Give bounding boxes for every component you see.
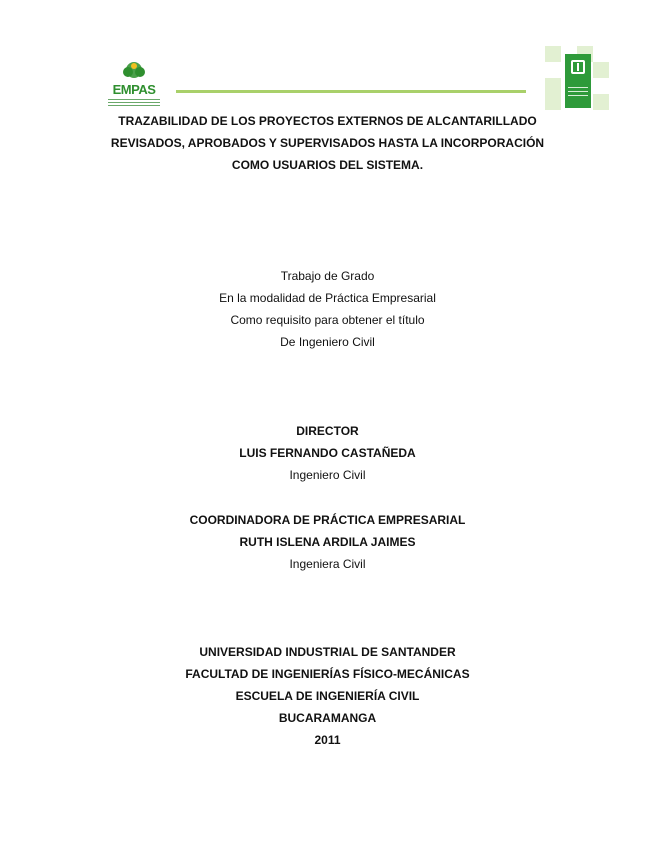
institution-line: 2011 xyxy=(314,733,341,747)
degree-line: Como requisito para obtener el título xyxy=(230,313,425,327)
director-title: Ingeniero Civil xyxy=(289,468,366,482)
institution-line: BUCARAMANGA xyxy=(278,711,377,725)
degree-statement xyxy=(0,265,655,353)
document-title xyxy=(0,110,655,176)
empas-logo-text: EMPAS xyxy=(112,82,156,97)
empas-logo xyxy=(104,58,164,112)
coordinator-name: RUTH ISLENA ARDILA JAIMES xyxy=(239,535,416,549)
degree-line: En la modalidad de Práctica Empresarial xyxy=(219,291,436,305)
degree-line: Trabajo de Grado xyxy=(280,269,375,283)
empas-logo-subtitle xyxy=(108,97,160,111)
university-logo-emblem xyxy=(565,54,591,108)
director-section xyxy=(0,420,655,486)
institution-block xyxy=(0,641,655,751)
institution-line: ESCUELA DE INGENIERÍA CIVIL xyxy=(235,689,420,703)
university-logo xyxy=(545,46,609,110)
title-line: REVISADOS, APROBADOS Y SUPERVISADOS HASTA LA INCORPORACIÓN xyxy=(110,136,545,150)
institution-line: FACULTAD DE INGENIERÍAS FÍSICO-MECÁNICAS xyxy=(185,667,470,681)
title-line: COMO USUARIOS DEL SISTEMA. xyxy=(231,158,424,172)
institution-line: UNIVERSIDAD INDUSTRIAL DE SANTANDER xyxy=(199,645,456,659)
university-emblem-icon xyxy=(571,60,585,74)
degree-line: De Ingeniero Civil xyxy=(280,335,375,349)
coordinator-title: Ingeniera Civil xyxy=(289,557,366,571)
title-line: TRAZABILIDAD DE LOS PROYECTOS EXTERNOS DE ALCANTARILLADO xyxy=(118,114,537,128)
header-rule xyxy=(176,90,526,93)
empas-emblem-icon xyxy=(104,58,164,82)
director-role: DIRECTOR xyxy=(296,424,359,438)
coordinator-section xyxy=(0,509,655,575)
director-name: LUIS FERNANDO CASTAÑEDA xyxy=(239,446,416,460)
coordinator-role: COORDINADORA DE PRÁCTICA EMPRESARIAL xyxy=(189,513,466,527)
